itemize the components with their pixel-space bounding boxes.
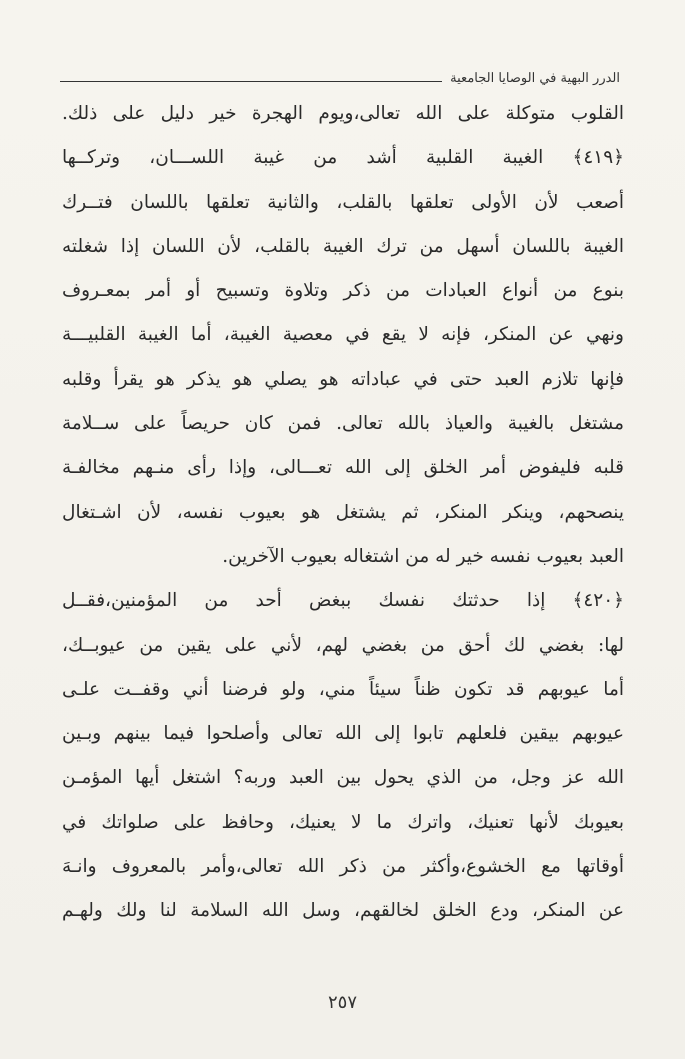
text-line: قلبه فليفوض أمر الخلق إلى الله تعـــالى، وإذا رأى منـهم مخالفـة xyxy=(62,457,624,479)
text-line: مشتغل بالغيبة والعياذ بالله تعالى. فمن كان حريصاً على ســلامة xyxy=(62,413,624,435)
text-line: ينصحهم، وينكر المنكر، ثم يشتغل هو بعيوب نفسه، لأن اشـتغال xyxy=(62,501,624,523)
body-text xyxy=(62,92,624,934)
text-line: بنوع من أنواع العبادات من ذكر وتلاوة وتسبيح أو أمر بمعـروف xyxy=(62,280,624,302)
text-line: أما عيوبهم قد تكون ظناً سيئاً مني، ولو فرضنا أني وقفــت علـى xyxy=(62,678,624,700)
text-line: أوقاتها مع الخشوع،وأكثر من ذكر الله تعالى،وأمر بالمعروف وانـهَ xyxy=(62,856,624,878)
text-line: عيوبهم بيقين فلعلهم تابوا إلى الله تعالى وأصلحوا فيما بينهم وبـين xyxy=(62,723,624,745)
page-header xyxy=(60,64,620,86)
text-line: فإنها تلازم العبد حتى في عباداته هو يصلي هو يذكر هو يقرأ وقلبه xyxy=(62,368,624,390)
text-line: عن المنكر، ودع الخلق لخالقهم، وسل الله السلامة لنا ولك ولهـم xyxy=(62,900,624,922)
text-line: القلوب متوكلة على الله تعالى،ويوم الهجرة خير دليل على ذلك. xyxy=(62,103,624,124)
text-line: ونهي عن المنكر، فإنه لا يقع في معصية الغيبة، أما الغيبة القلبيـــة xyxy=(62,324,624,346)
text-line: العبد بعيوب نفسه خير له من اشتغاله بعيوب الآخرين. xyxy=(222,545,624,567)
running-title: الدرر البهية في الوصايا الجامعية xyxy=(450,71,620,86)
header-rule xyxy=(60,81,442,82)
text-line: الغيبة باللسان أسهل من ترك الغيبة بالقلب، لأن اللسان إذا شغلته xyxy=(62,235,624,257)
text-line: بعيوبك لأنها تعنيك، واترك ما لا يعنيك، وحافظ على صلواتك في xyxy=(62,811,624,833)
text-line: الله عز وجل، من الذي يحول بين العبد وربه؟ اشتغل أيها المؤمـن xyxy=(62,767,624,789)
text-line: ﴿٤٢٠﴾ إذا حدثتك نفسك ببغض أحد من المؤمنين،فقــل xyxy=(62,590,624,612)
text-line: لها: بغضي لك أحق من بغضي لهم، لأني على يقين من عيوبــك، xyxy=(62,634,624,656)
text-line: أصعب لأن الأولى تعلقها بالقلب، والثانية تعلقها باللسان فتــرك xyxy=(62,191,624,213)
text-line: ﴿٤١٩﴾ الغيبة القلبية أشد من غيبة اللســـان، وتركــها xyxy=(62,147,624,169)
page-number: ٢٥٧ xyxy=(327,992,357,1013)
